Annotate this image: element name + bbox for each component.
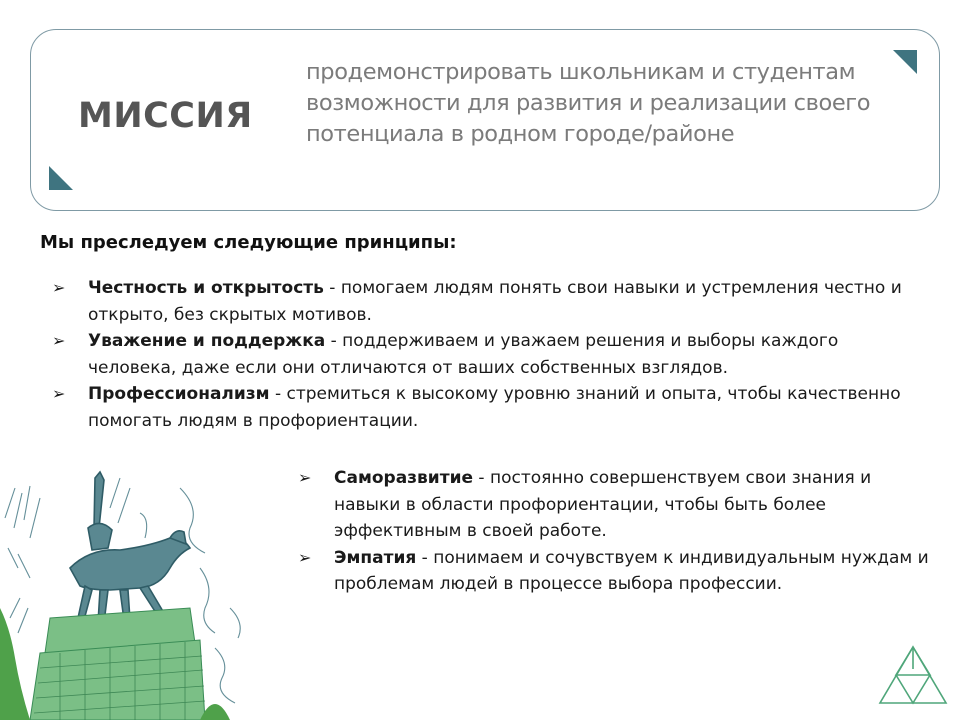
principles-list	[52, 275, 922, 434]
principle-title: Эмпатия	[334, 547, 417, 568]
mission-text: продемонстрировать школьникам и студентам возможности для развития и реализации своего потенциала в родном городе/районе	[306, 59, 871, 147]
principle-text: - постоянно совершенствуем свои знания и навыки в области профориентации, чтобы быть более эффективным в своей работе.	[334, 468, 872, 541]
principle-text: - помогаем людям понять свои навыки и устремления честно и открыто, без скрытых мотивов.	[88, 278, 902, 325]
mission-box	[30, 29, 940, 211]
bullet-arrow-icon: ➢	[52, 278, 66, 297]
bullet-arrow-icon: ➢	[298, 547, 312, 567]
principle-item	[52, 275, 922, 328]
principles-heading: Мы преследуем следующие принципы:	[40, 232, 457, 253]
principle-item	[52, 381, 922, 434]
mission-title: МИССИЯ	[78, 96, 253, 136]
principle-title: Честность и открытость	[88, 278, 324, 298]
principle-item	[298, 465, 938, 545]
principle-title: Саморазвитие	[334, 468, 474, 488]
principles-list-secondary	[298, 465, 938, 598]
principle-text: - понимаем и сочувствуем к индивидуальным нуждам и проблемам людей в процессе выбора профессии.	[334, 547, 929, 594]
principle-title: Уважение и поддержка	[88, 331, 326, 351]
corner-triangle-bottom-left	[49, 166, 73, 190]
monument-illustration-icon	[0, 458, 260, 720]
principle-item	[298, 545, 938, 598]
bullet-arrow-icon: ➢	[52, 384, 66, 403]
bullet-arrow-icon: ➢	[52, 331, 66, 350]
principle-item	[52, 328, 922, 381]
triangle-logo-icon	[878, 645, 948, 705]
principle-title: Профессионализм	[88, 384, 270, 404]
bullet-arrow-icon: ➢	[298, 468, 312, 487]
principle-text: - поддерживаем и уважаем решения и выборы каждого человека, даже если они отличаются от ваших собственных взглядов.	[88, 331, 839, 378]
principle-text: - стремиться к высокому уровню знаний и опыта, чтобы качественно помогать людям в профориентации.	[88, 384, 901, 431]
